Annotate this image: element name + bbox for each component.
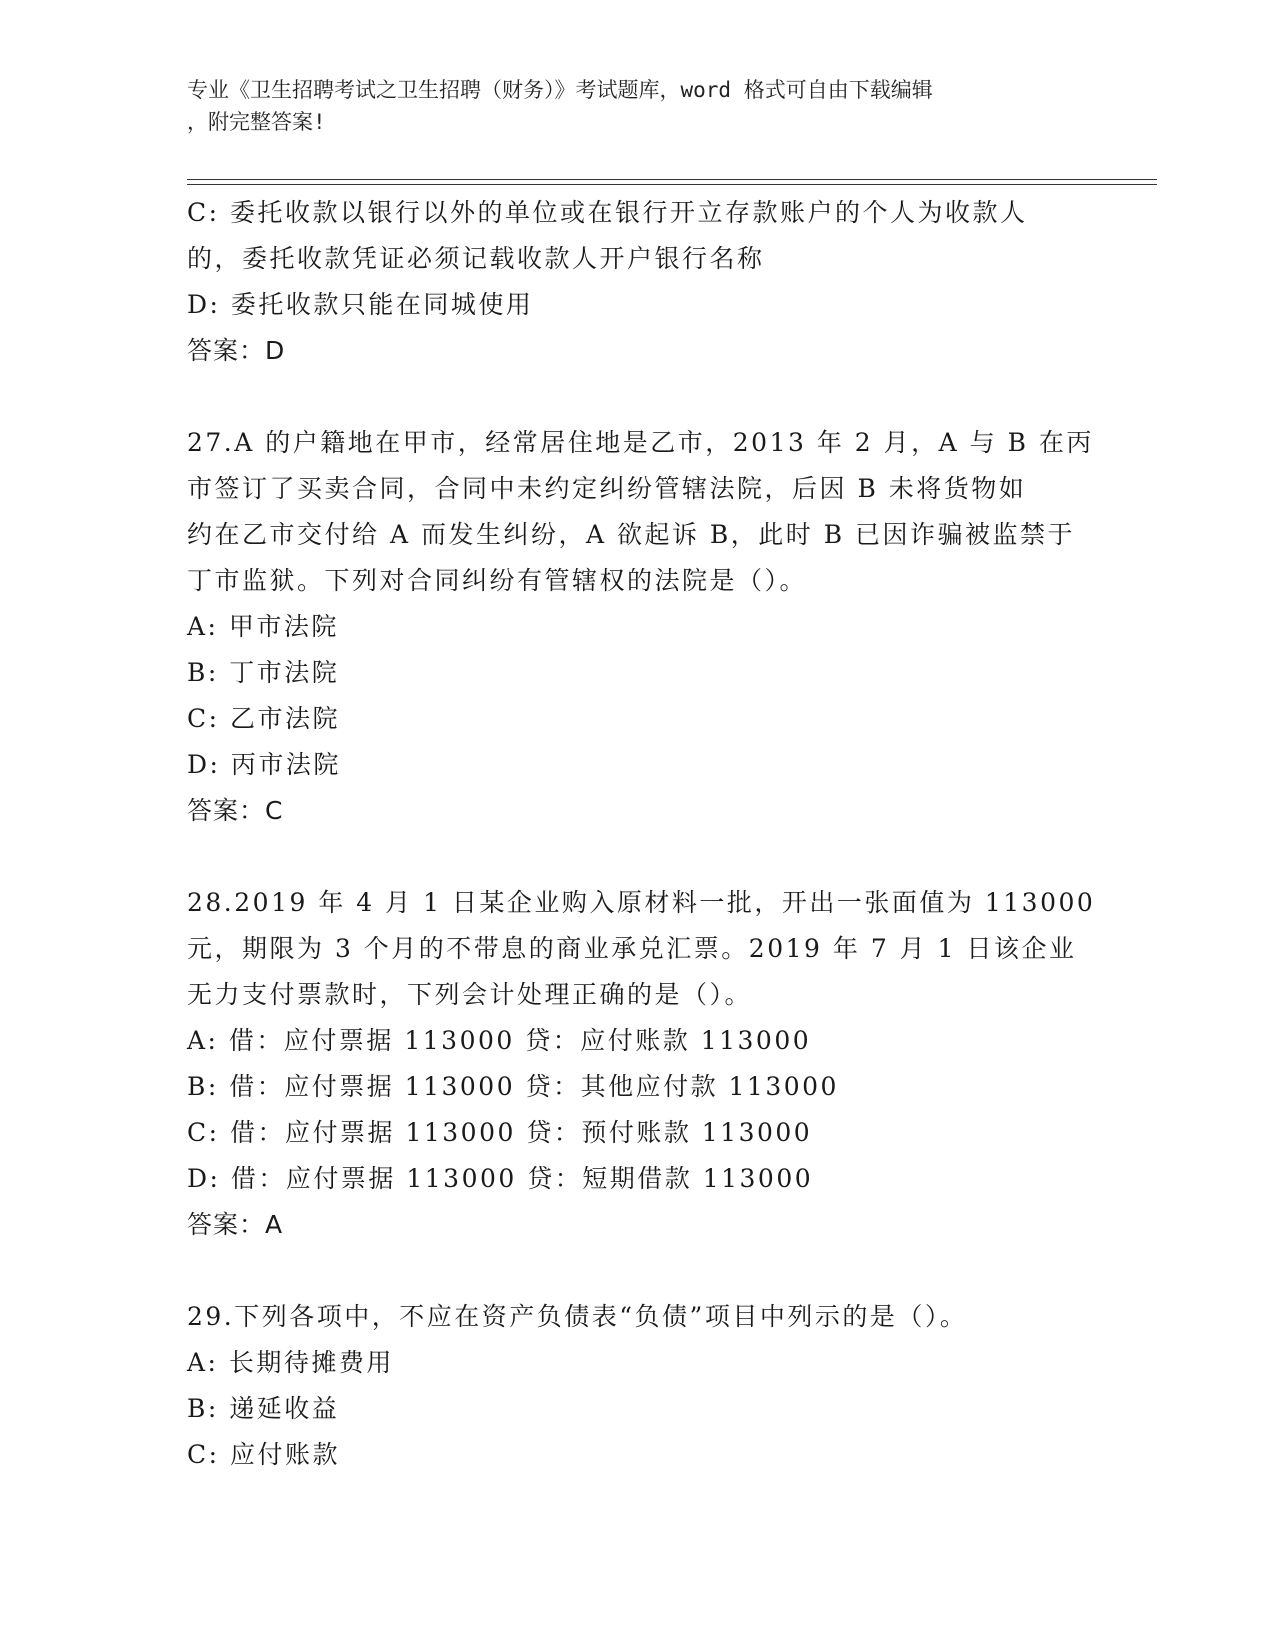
option-d: D: 借：应付票据 113000 贷：短期借款 113000 bbox=[187, 1164, 814, 1193]
answer-line: 答案：C bbox=[187, 796, 284, 825]
option-d: D: 丙市法院 bbox=[187, 750, 341, 779]
header-title-line-1: 专业《卫生招聘考试之卫生招聘（财务）》考试题库，word 格式可自由下载编辑 bbox=[187, 78, 933, 102]
option-a: A: 借：应付票据 113000 贷：应付账款 113000 bbox=[187, 1026, 812, 1055]
question-28 bbox=[187, 880, 1096, 1248]
question-stem-line: 约在乙市交付给 A 而发生纠纷，A 欲起诉 B，此时 B 已因诈骗被监禁于 bbox=[187, 520, 1076, 549]
option-b: B: 借：应付票据 113000 贷：其他应付款 113000 bbox=[187, 1072, 839, 1101]
question-stem-line: 市签订了买卖合同，合同中未约定纠纷管辖法院，后因 B 未将货物如 bbox=[187, 474, 1027, 503]
question-stem-line: 29.下列各项中，不应在资产负债表“负债”项目中列示的是（）。 bbox=[187, 1302, 968, 1331]
option-c: C: 借：应付票据 113000 贷：预付账款 113000 bbox=[187, 1118, 813, 1147]
option-b: B: 递延收益 bbox=[187, 1394, 340, 1423]
question-stem-line: 28.2019 年 4 月 1 日某企业购入原材料一批，开出一张面值为 113000 bbox=[187, 888, 1096, 917]
option-a: A: 长期待摊费用 bbox=[187, 1348, 394, 1377]
question-27 bbox=[187, 420, 1094, 834]
header-divider-top bbox=[187, 179, 1157, 180]
header-title-line-2: ，附完整答案! bbox=[187, 110, 326, 134]
spacer bbox=[187, 834, 1087, 880]
question-stem-line: 丁市监狱。下列对合同纠纷有管辖权的法院是（）。 bbox=[187, 566, 808, 595]
question-list bbox=[187, 190, 1096, 1478]
option-b: B: 丁市法院 bbox=[187, 658, 340, 687]
option-c-continued: 的，委托收款凭证必须记载收款人开户银行名称 bbox=[187, 244, 765, 273]
option-c: C: 委托收款以银行以外的单位或在银行开立存款账户的个人为收款人 bbox=[187, 198, 1028, 227]
header-divider-bottom bbox=[187, 184, 1157, 185]
question-26-tail bbox=[187, 190, 1087, 374]
document-header bbox=[187, 74, 1087, 138]
question-29 bbox=[187, 1294, 1087, 1478]
option-d: D: 委托收款只能在同城使用 bbox=[187, 290, 534, 319]
option-c: C: 乙市法院 bbox=[187, 704, 340, 733]
question-stem-line: 元，期限为 3 个月的不带息的商业承兑汇票。2019 年 7 月 1 日该企业 bbox=[187, 934, 1077, 963]
answer-line: 答案：D bbox=[187, 336, 286, 365]
question-stem-line: 无力支付票款时，下列会计处理正确的是（）。 bbox=[187, 980, 753, 1009]
option-c: C: 应付账款 bbox=[187, 1440, 340, 1469]
spacer bbox=[187, 1248, 1087, 1294]
option-a: A: 甲市法院 bbox=[187, 612, 339, 641]
spacer bbox=[187, 374, 1087, 420]
answer-line: 答案：A bbox=[187, 1210, 284, 1239]
question-stem-line: 27.A 的户籍地在甲市，经常居住地是乙市，2013 年 2 月，A 与 B 在丙 bbox=[187, 428, 1094, 457]
